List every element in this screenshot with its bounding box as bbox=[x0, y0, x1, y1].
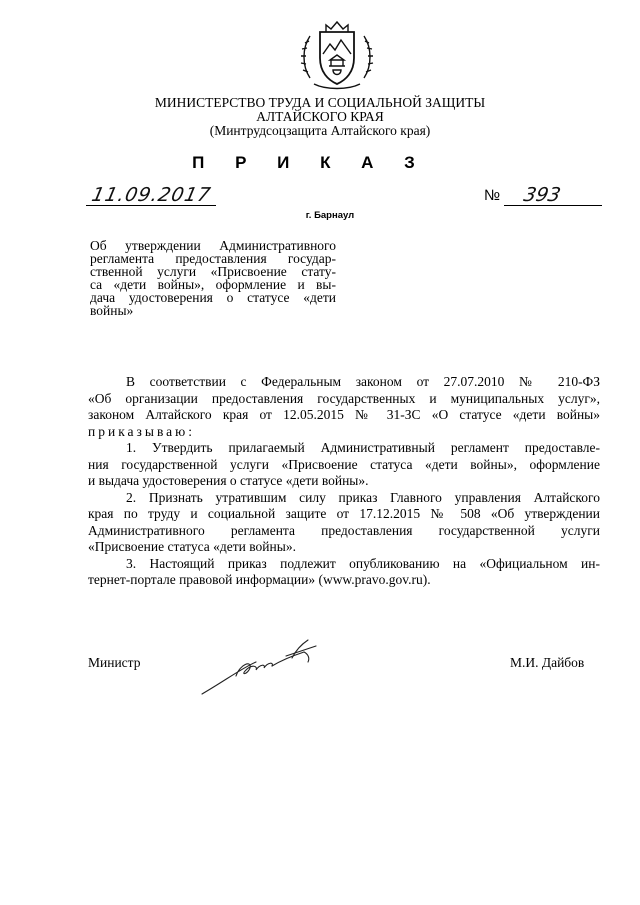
body-line: законом Алтайского края от 12.05.2015 № 31-ЗС «О статусе «дети войны» bbox=[88, 407, 600, 422]
subject-line: дача удостоверения о статусе «дети bbox=[90, 290, 336, 305]
order-number-label: № bbox=[484, 187, 501, 204]
body-line: 2. Признать утратившим силу приказ Главного управления Алтайского bbox=[126, 489, 600, 505]
order-number: 393 bbox=[521, 184, 563, 206]
body-line: Административного регламента предоставления государственной услуги bbox=[88, 522, 600, 538]
body-line: края по труду и социальной защите от 17.12.2015 № 508 «Об утверждении bbox=[88, 506, 600, 521]
body-line: тернет-портале правовой информации» (www.pravo.gov.ru). bbox=[88, 572, 431, 587]
ministry-short-name: (Минтрудсоцзащита Алтайского края) bbox=[209, 123, 431, 138]
order-date: 11.09.2017 bbox=[89, 184, 214, 206]
number-underline bbox=[504, 205, 602, 206]
body-line: 3. Настоящий приказ подлежит опубликованию на «Официальном ин- bbox=[126, 555, 600, 571]
subject-line: Об утверждении Административного bbox=[90, 238, 336, 253]
order-subject bbox=[90, 239, 336, 317]
order-title: П Р И К А З bbox=[192, 153, 428, 172]
altai-coat-of-arms-icon bbox=[296, 14, 378, 96]
body-line: В соответствии с Федеральным законом от 27.07.2010 № 210-ФЗ bbox=[126, 374, 600, 389]
order-city: г. Барнаул bbox=[305, 210, 355, 221]
body-line: и выдача удостоверения о статусе «дети войны». bbox=[88, 473, 369, 488]
body-line: ния государственной услуги «Присвоение статуса «дети войны», оформление bbox=[88, 456, 600, 472]
handwritten-signature bbox=[196, 636, 326, 698]
body-line: «Об организации предоставления государственных и муниципальных услуг», bbox=[88, 390, 600, 406]
ministry-name-line2: АЛТАЙСКОГО КРАЯ bbox=[256, 109, 384, 124]
subject-line: са «дети войны», оформление и вы- bbox=[90, 277, 336, 292]
body-line: «Присвоение статуса «дети войны». bbox=[88, 539, 296, 554]
subject-line: войны» bbox=[90, 303, 134, 318]
subject-line: ственной услуги «Присвоение стату- bbox=[90, 264, 336, 279]
signatory-position: Министр bbox=[88, 655, 141, 670]
date-underline bbox=[86, 205, 216, 206]
subject-line: регламента предоставления государ- bbox=[90, 251, 336, 266]
body-line: приказываю: bbox=[88, 423, 195, 439]
signatory-name: М.И. Дайбов bbox=[510, 655, 585, 670]
body-line: 1. Утвердить прилагаемый Административный регламент предоставле- bbox=[126, 440, 600, 455]
order-body bbox=[88, 374, 600, 589]
ministry-name-line1: МИНИСТЕРСТВО ТРУДА И СОЦИАЛЬНОЙ ЗАЩИТЫ bbox=[154, 95, 486, 110]
